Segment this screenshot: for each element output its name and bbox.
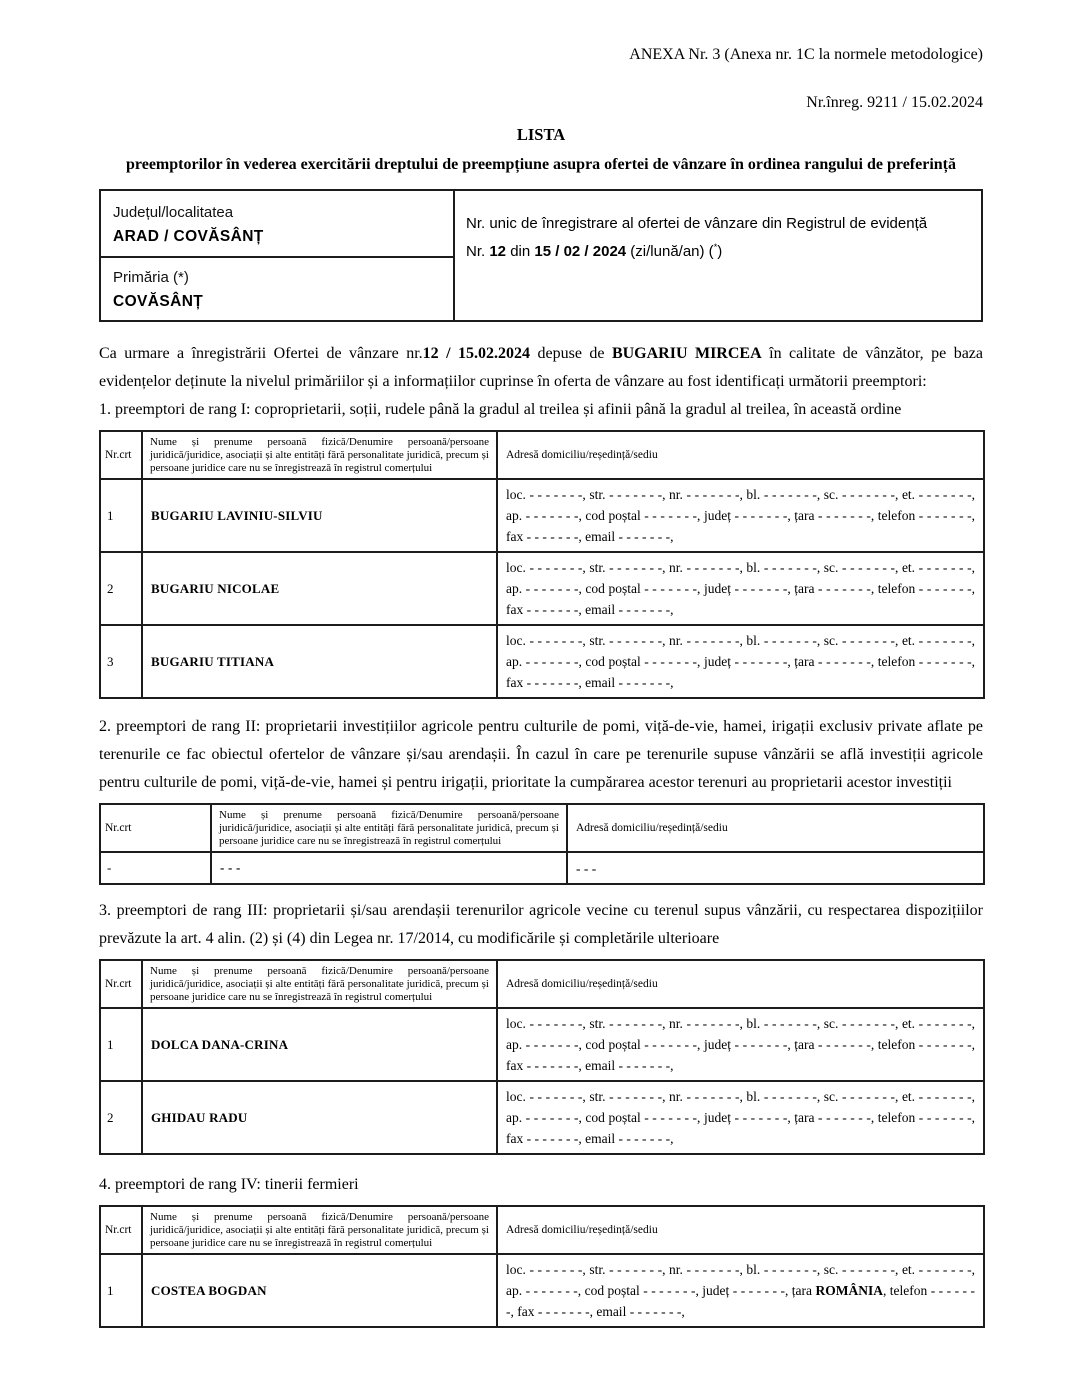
preemptor-address: loc. - - - - - - -, str. - - - - - - -, nr. - - - - - - -, bl. - - - - - - -, sc. - - - - - - -, et. - - - - - - -, ap. - - - - - - -, cod poștal - - - - - - -, județ - - - - - - -, țara - - - - - - -, telefon - - - - - - -, fax - - - - - - -, email - - - - - - -, [497, 1008, 984, 1081]
section-1-heading: 1. preemptori de rang I: coproprietarii, soții, rudele până la gradul al treilea și afinii până la gradul al treilea, în această ordine [99, 401, 902, 418]
table-row [100, 1008, 984, 1081]
rank-4-table [99, 1205, 985, 1328]
col-address-header: Adresă domiciliu/reședință/sediu [567, 804, 984, 852]
col-address-header: Adresă domiciliu/reședință/sediu [497, 960, 984, 1008]
registry-number: Nr. 12 din 15 / 02 / 2024 (zi/lună/an) (*) [466, 242, 723, 260]
table-header-row [100, 960, 984, 1008]
section-2-heading: 2. preemptori de rang II: proprietarii investițiilor agricole pentru culturile de pomi, viță-de-vie, hamei, irigații exclusiv private aflate pe terenurile ce fac obiectul ofertelor de vânzare și/sau arendașii. În cazul în care pe terenurile supuse vânzării se află investiții agricole pentru culturile de pomi, viță-de-vie, hamei și pentru irigații, prioritate la cumpărarea acestor terenuri au proprietarii acestor investiții [99, 718, 983, 791]
annex-note: ANEXA Nr. 3 (Anexa nr. 1C la normele metodologice) [629, 46, 983, 63]
cityhall-value: COVĂSÂNȚ [113, 293, 204, 310]
col-name-header: Nume și prenume persoană fizică/Denumire persoană/persoane juridică/juridice, asociații și alte entități fără personalitate juridică, precum și persoane juridice care nu se înregistrează în registrul comerțului [142, 960, 497, 1008]
table-row [100, 479, 984, 552]
preemptor-address: - - - [567, 852, 984, 884]
col-name-header: Nume și prenume persoană fizică/Denumire persoană/persoane juridică/juridice, asociații și alte entități fără personalitate juridică, precum și persoane juridice care nu se înregistrează în registrul comerțului [142, 1206, 497, 1254]
intro-paragraph: Ca urmare a înregistrării Ofertei de vânzare nr.12 / 15.02.2024 depuse de BUGARIU MIRCEA în calitate de vânzător, pe baza evidențelor deținute la nivelul primăriilor și a informațiilor cuprinse în oferta de vânzare au fost identificați următorii preemptori: [99, 345, 984, 390]
rank-2-table [99, 803, 985, 885]
registry-cell [455, 191, 983, 320]
table-row [100, 852, 984, 884]
col-nr-header: Nr.crt [100, 804, 211, 852]
table-row [100, 1081, 984, 1154]
registry-description: Nr. unic de înregistrare al ofertei de vânzare din Registrul de evidență [466, 215, 928, 232]
row-number: 2 [100, 1081, 142, 1154]
table-header-row [100, 804, 984, 852]
rank-1-table [99, 430, 985, 699]
col-nr-header: Nr.crt [100, 960, 142, 1008]
preemptor-name: BUGARIU NICOLAE [142, 552, 497, 625]
table-row [100, 552, 984, 625]
cityhall-label: Primăria (*) [113, 269, 189, 286]
table-row [100, 1254, 984, 1327]
preemptor-name: - - - [211, 852, 567, 884]
preemptor-address: loc. - - - - - - -, str. - - - - - - -, nr. - - - - - - -, bl. - - - - - - -, sc. - - - - - - -, et. - - - - - - -, ap. - - - - - - -, cod poștal - - - - - - -, județ - - - - - - -, țara ROMÂNIA, telefon - - - - - - -, fax - - - - - - -, email - - - - - - -, [497, 1254, 984, 1327]
table-row [100, 625, 984, 698]
section-3-heading: 3. preemptori de rang III: proprietarii și/sau arendașii terenurilor agricole vecine cu terenul supus vânzării, cu respectarea dispozițiilor prevăzute la art. 4 alin. (2) și (4) din Legea nr. 17/2014, cu modificările și completările ulterioare [99, 902, 983, 947]
row-number: - [100, 852, 211, 884]
section-4-heading: 4. preemptori de rang IV: tinerii fermieri [99, 1176, 359, 1193]
page-subtitle: preemptorilor în vederea exercitării dreptului de preempțiune asupra ofertei de vânzare în ordinea rangului de preferință [126, 156, 956, 173]
col-name-header: Nume și prenume persoană fizică/Denumire persoană/persoane juridică/juridice, asociații și alte entități fără personalitate juridică, precum și persoane juridice care nu se înregistrează în registrul comerțului [142, 431, 497, 479]
col-nr-header: Nr.crt [100, 1206, 142, 1254]
row-number: 1 [100, 479, 142, 552]
county-value: ARAD / COVĂSÂNȚ [113, 228, 264, 245]
preemptor-name: COSTEA BOGDAN [142, 1254, 497, 1327]
preemptor-name: GHIDAU RADU [142, 1081, 497, 1154]
county-cell [101, 191, 455, 258]
preemptor-name: DOLCA DANA-CRINA [142, 1008, 497, 1081]
row-number: 1 [100, 1008, 142, 1081]
table-header-row [100, 431, 984, 479]
preemptor-address: loc. - - - - - - -, str. - - - - - - -, nr. - - - - - - -, bl. - - - - - - -, sc. - - - - - - -, et. - - - - - - -, ap. - - - - - - -, cod poștal - - - - - - -, județ - - - - - - -, țara - - - - - - -, telefon - - - - - - -, fax - - - - - - -, email - - - - - - -, [497, 625, 984, 698]
preemptor-name: BUGARIU LAVINIU-SILVIU [142, 479, 497, 552]
table-header-row [100, 1206, 984, 1254]
county-label: Județul/localitatea [113, 204, 234, 221]
cityhall-cell [101, 258, 455, 320]
row-number: 3 [100, 625, 142, 698]
preemptor-address: loc. - - - - - - -, str. - - - - - - -, nr. - - - - - - -, bl. - - - - - - -, sc. - - - - - - -, et. - - - - - - -, ap. - - - - - - -, cod poștal - - - - - - -, județ - - - - - - -, țara - - - - - - -, telefon - - - - - - -, fax - - - - - - -, email - - - - - - -, [497, 552, 984, 625]
row-number: 2 [100, 552, 142, 625]
registration-note: Nr.înreg. 9211 / 15.02.2024 [806, 94, 983, 111]
col-name-header: Nume și prenume persoană fizică/Denumire persoană/persoane juridică/juridice, asociații și alte entități fără personalitate juridică, precum și persoane juridice care nu se înregistrează în registrul comerțului [211, 804, 567, 852]
preemptor-address: loc. - - - - - - -, str. - - - - - - -, nr. - - - - - - -, bl. - - - - - - -, sc. - - - - - - -, et. - - - - - - -, ap. - - - - - - -, cod poștal - - - - - - -, județ - - - - - - -, țara - - - - - - -, telefon - - - - - - -, fax - - - - - - -, email - - - - - - -, [497, 1081, 984, 1154]
page-title: LISTA [516, 125, 566, 144]
registration-info-box [99, 189, 983, 322]
col-nr-header: Nr.crt [100, 431, 142, 479]
preemptor-address: loc. - - - - - - -, str. - - - - - - -, nr. - - - - - - -, bl. - - - - - - -, sc. - - - - - - -, et. - - - - - - -, ap. - - - - - - -, cod poștal - - - - - - -, județ - - - - - - -, țara - - - - - - -, telefon - - - - - - -, fax - - - - - - -, email - - - - - - -, [497, 479, 984, 552]
row-number: 1 [100, 1254, 142, 1327]
preemptor-name: BUGARIU TITIANA [142, 625, 497, 698]
col-address-header: Adresă domiciliu/reședință/sediu [497, 1206, 984, 1254]
col-address-header: Adresă domiciliu/reședință/sediu [497, 431, 984, 479]
rank-3-table [99, 959, 985, 1155]
